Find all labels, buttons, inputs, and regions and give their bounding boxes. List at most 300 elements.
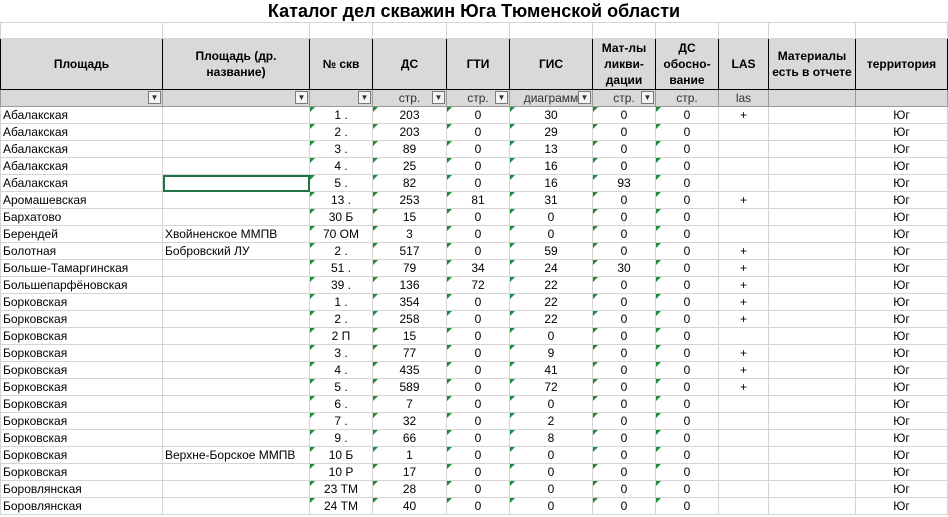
- cell-ds[interactable]: 66: [373, 430, 447, 447]
- cell-gis[interactable]: 0: [510, 481, 593, 498]
- cell-ds-obosnovanie[interactable]: 0: [656, 124, 719, 141]
- cell-gis[interactable]: 31: [510, 192, 593, 209]
- cell-mat-likvidacii[interactable]: 0: [593, 158, 656, 175]
- cell-ploshchad[interactable]: Борковская: [1, 379, 163, 396]
- cell-ploshchad-dr[interactable]: [163, 413, 310, 430]
- cell-territoriya[interactable]: Юг: [856, 345, 948, 362]
- cell-territoriya[interactable]: Юг: [856, 294, 948, 311]
- filter-cell-ploshchad[interactable]: [1, 90, 163, 107]
- cell-las[interactable]: [719, 158, 769, 175]
- cell-ploshchad[interactable]: Аромашевская: [1, 192, 163, 209]
- cell-materialy-v-otchete[interactable]: [769, 124, 856, 141]
- cell-ds-obosnovanie[interactable]: 0: [656, 209, 719, 226]
- cell-nomer-skv[interactable]: 51 .: [310, 260, 373, 277]
- cell-materialy-v-otchete[interactable]: [769, 141, 856, 158]
- cell-ds-obosnovanie[interactable]: 0: [656, 141, 719, 158]
- cell-ds-obosnovanie[interactable]: 0: [656, 498, 719, 515]
- cell-ds[interactable]: 435: [373, 362, 447, 379]
- cell-ploshchad[interactable]: Борковская: [1, 464, 163, 481]
- cell-las[interactable]: +: [719, 311, 769, 328]
- cell-ds[interactable]: 17: [373, 464, 447, 481]
- cell-ds-obosnovanie[interactable]: 0: [656, 447, 719, 464]
- cell-las[interactable]: +: [719, 362, 769, 379]
- cell-nomer-skv[interactable]: 1 .: [310, 107, 373, 124]
- cell-ds-obosnovanie[interactable]: 0: [656, 345, 719, 362]
- cell-ploshchad[interactable]: Борковская: [1, 362, 163, 379]
- cell-nomer-skv[interactable]: 3 .: [310, 141, 373, 158]
- cell-materialy-v-otchete[interactable]: [769, 209, 856, 226]
- cell-gti[interactable]: 0: [447, 396, 510, 413]
- cell-ds[interactable]: 28: [373, 481, 447, 498]
- cell-gti[interactable]: 72: [447, 277, 510, 294]
- cell-gis[interactable]: 24: [510, 260, 593, 277]
- cell-materialy-v-otchete[interactable]: [769, 175, 856, 192]
- filter-cell-nomer-skv[interactable]: [310, 90, 373, 107]
- cell-mat-likvidacii[interactable]: 0: [593, 362, 656, 379]
- cell-gti[interactable]: 0: [447, 124, 510, 141]
- cell-materialy-v-otchete[interactable]: [769, 243, 856, 260]
- cell-ds-obosnovanie[interactable]: 0: [656, 413, 719, 430]
- cell-ploshchad-dr[interactable]: [163, 260, 310, 277]
- cell-materialy-v-otchete[interactable]: [769, 107, 856, 124]
- header-nomer-skv[interactable]: № скв: [310, 39, 373, 90]
- cell-ds[interactable]: 7: [373, 396, 447, 413]
- cell-las[interactable]: +: [719, 277, 769, 294]
- table-row: [1, 379, 948, 396]
- cell-ploshchad-dr[interactable]: [163, 464, 310, 481]
- cell-territoriya[interactable]: Юг: [856, 447, 948, 464]
- cell-materialy-v-otchete[interactable]: [769, 362, 856, 379]
- cell-mat-likvidacii[interactable]: 0: [593, 192, 656, 209]
- cell-nomer-skv[interactable]: 24 ТМ: [310, 498, 373, 515]
- filter-cell-las[interactable]: las: [719, 90, 769, 107]
- cell-ploshchad[interactable]: Абалакская: [1, 158, 163, 175]
- cell-ds[interactable]: 79: [373, 260, 447, 277]
- cell-gis[interactable]: 22: [510, 277, 593, 294]
- cell-ploshchad-dr[interactable]: [163, 192, 310, 209]
- cell-mat-likvidacii[interactable]: 0: [593, 141, 656, 158]
- cell-ploshchad[interactable]: Боровлянская: [1, 481, 163, 498]
- cell-nomer-skv[interactable]: 23 ТМ: [310, 481, 373, 498]
- cell-ds-obosnovanie[interactable]: 0: [656, 158, 719, 175]
- cell-ds[interactable]: 136: [373, 277, 447, 294]
- cell-las[interactable]: +: [719, 192, 769, 209]
- cell-ploshchad[interactable]: Борковская: [1, 328, 163, 345]
- cell-territoriya[interactable]: Юг: [856, 158, 948, 175]
- cell-mat-likvidacii[interactable]: 0: [593, 464, 656, 481]
- cell-territoriya[interactable]: Юг: [856, 209, 948, 226]
- cell-las[interactable]: [719, 464, 769, 481]
- cell-ds[interactable]: 82: [373, 175, 447, 192]
- cell-las[interactable]: [719, 498, 769, 515]
- cell-gti[interactable]: 34: [447, 260, 510, 277]
- cell-las[interactable]: +: [719, 345, 769, 362]
- cell-mat-likvidacii[interactable]: 0: [593, 107, 656, 124]
- cell-territoriya[interactable]: Юг: [856, 379, 948, 396]
- cell-gis[interactable]: 0: [510, 209, 593, 226]
- cell-materialy-v-otchete[interactable]: [769, 396, 856, 413]
- cell-materialy-v-otchete[interactable]: [769, 158, 856, 175]
- cell-materialy-v-otchete[interactable]: [769, 311, 856, 328]
- header-ploshchad-dr[interactable]: Площадь (др. название): [163, 39, 310, 90]
- cell-mat-likvidacii[interactable]: 93: [593, 175, 656, 192]
- cell-gis[interactable]: 0: [510, 396, 593, 413]
- cell-ploshchad-dr[interactable]: [163, 294, 310, 311]
- cell-mat-likvidacii[interactable]: 0: [593, 447, 656, 464]
- cell-ds[interactable]: 89: [373, 141, 447, 158]
- cell-ds-obosnovanie[interactable]: 0: [656, 311, 719, 328]
- cell-ds-obosnovanie[interactable]: 0: [656, 430, 719, 447]
- cell-ds[interactable]: 77: [373, 345, 447, 362]
- cell-ds-obosnovanie[interactable]: 0: [656, 107, 719, 124]
- cell-gis[interactable]: 13: [510, 141, 593, 158]
- cell-gis[interactable]: 29: [510, 124, 593, 141]
- cell-las[interactable]: [719, 209, 769, 226]
- cell-ds-obosnovanie[interactable]: 0: [656, 260, 719, 277]
- cell-materialy-v-otchete[interactable]: [769, 260, 856, 277]
- cell-territoriya[interactable]: Юг: [856, 498, 948, 515]
- filter-dropdown-icon[interactable]: ▼: [295, 91, 308, 104]
- cell-territoriya[interactable]: Юг: [856, 243, 948, 260]
- cell-territoriya[interactable]: Юг: [856, 141, 948, 158]
- cell-las[interactable]: [719, 124, 769, 141]
- cell-materialy-v-otchete[interactable]: [769, 413, 856, 430]
- cell-ploshchad[interactable]: Бархатово: [1, 209, 163, 226]
- cell-mat-likvidacii[interactable]: 0: [593, 311, 656, 328]
- cell-gti[interactable]: 0: [447, 158, 510, 175]
- cell-nomer-skv[interactable]: 2 .: [310, 124, 373, 141]
- cell-las[interactable]: [719, 430, 769, 447]
- cell-territoriya[interactable]: Юг: [856, 107, 948, 124]
- cell-ds-obosnovanie[interactable]: 0: [656, 192, 719, 209]
- filter-cell-ds[interactable]: стр. ▼: [373, 90, 447, 107]
- cell-materialy-v-otchete[interactable]: [769, 328, 856, 345]
- filter-dropdown-icon[interactable]: ▼: [358, 91, 371, 104]
- cell-las[interactable]: [719, 175, 769, 192]
- cell-ds[interactable]: 3: [373, 226, 447, 243]
- cell-gis[interactable]: 16: [510, 158, 593, 175]
- cell-las[interactable]: [719, 226, 769, 243]
- cell-mat-likvidacii[interactable]: 0: [593, 294, 656, 311]
- cell-ds-obosnovanie[interactable]: 0: [656, 464, 719, 481]
- cell-gti[interactable]: 0: [447, 311, 510, 328]
- cell-materialy-v-otchete[interactable]: [769, 226, 856, 243]
- cell-ds[interactable]: 203: [373, 107, 447, 124]
- filter-cell-ds-obosnovanie[interactable]: стр.: [656, 90, 719, 107]
- cell-materialy-v-otchete[interactable]: [769, 345, 856, 362]
- cell-nomer-skv[interactable]: 39 .: [310, 277, 373, 294]
- cell-ploshchad-dr[interactable]: [163, 158, 310, 175]
- cell-ploshchad[interactable]: Абалакская: [1, 141, 163, 158]
- header-gis[interactable]: ГИС: [510, 39, 593, 90]
- cell-gti[interactable]: 0: [447, 141, 510, 158]
- cell-materialy-v-otchete[interactable]: [769, 379, 856, 396]
- cell-gti[interactable]: 0: [447, 107, 510, 124]
- cell-ploshchad-dr[interactable]: [163, 345, 310, 362]
- cell-ploshchad[interactable]: Борковская: [1, 396, 163, 413]
- cell-ploshchad-dr[interactable]: Хвойненское ММПВ: [163, 226, 310, 243]
- filter-dropdown-icon[interactable]: ▼: [495, 91, 508, 104]
- cell-gis[interactable]: 8: [510, 430, 593, 447]
- cell-territoriya[interactable]: Юг: [856, 328, 948, 345]
- cell-territoriya[interactable]: Юг: [856, 413, 948, 430]
- cell-ds[interactable]: 40: [373, 498, 447, 515]
- cell-ds[interactable]: 25: [373, 158, 447, 175]
- cell-ploshchad-dr[interactable]: [163, 328, 310, 345]
- cell-ds-obosnovanie[interactable]: 0: [656, 294, 719, 311]
- cell-mat-likvidacii[interactable]: 0: [593, 328, 656, 345]
- cell-territoriya[interactable]: Юг: [856, 481, 948, 498]
- table-row: [1, 107, 948, 124]
- cell-gti[interactable]: 0: [447, 243, 510, 260]
- cell-ploshchad-dr[interactable]: [163, 124, 310, 141]
- cell-ploshchad-dr[interactable]: [163, 396, 310, 413]
- cell-las[interactable]: [719, 481, 769, 498]
- cell-ds[interactable]: 354: [373, 294, 447, 311]
- cell-ploshchad-dr[interactable]: [163, 277, 310, 294]
- cell-nomer-skv[interactable]: 6 .: [310, 396, 373, 413]
- cell-ds[interactable]: 15: [373, 328, 447, 345]
- cell-mat-likvidacii[interactable]: 0: [593, 481, 656, 498]
- cell-mat-likvidacii[interactable]: 0: [593, 345, 656, 362]
- cell-mat-likvidacii[interactable]: 0: [593, 209, 656, 226]
- filter-dropdown-icon[interactable]: ▼: [148, 91, 161, 104]
- cell-ploshchad[interactable]: Борковская: [1, 430, 163, 447]
- cell-gti[interactable]: 0: [447, 345, 510, 362]
- cell-nomer-skv[interactable]: 5 .: [310, 379, 373, 396]
- cell-gti[interactable]: 0: [447, 413, 510, 430]
- cell-ploshchad-dr[interactable]: [163, 379, 310, 396]
- cell-mat-likvidacii[interactable]: 0: [593, 124, 656, 141]
- header-territoriya[interactable]: территория: [856, 39, 948, 90]
- cell-nomer-skv[interactable]: 70 ОМ: [310, 226, 373, 243]
- cell-gis[interactable]: 0: [510, 328, 593, 345]
- cell-ploshchad-dr[interactable]: [163, 107, 310, 124]
- cell-gti[interactable]: 0: [447, 226, 510, 243]
- cell-gti[interactable]: 0: [447, 209, 510, 226]
- cell-ploshchad-dr[interactable]: [163, 141, 310, 158]
- cell-gti[interactable]: 0: [447, 328, 510, 345]
- cell-gti[interactable]: 0: [447, 447, 510, 464]
- header-ploshchad[interactable]: Площадь: [1, 39, 163, 90]
- cell-materialy-v-otchete[interactable]: [769, 277, 856, 294]
- cell-gis[interactable]: 0: [510, 498, 593, 515]
- cell-ploshchad[interactable]: Больше-Тамаргинская: [1, 260, 163, 277]
- cell-nomer-skv[interactable]: 30 Б: [310, 209, 373, 226]
- cell-gti[interactable]: 0: [447, 481, 510, 498]
- cell-territoriya[interactable]: Юг: [856, 362, 948, 379]
- cell-mat-likvidacii[interactable]: 30: [593, 260, 656, 277]
- cell-territoriya[interactable]: Юг: [856, 226, 948, 243]
- cell-gis[interactable]: 22: [510, 311, 593, 328]
- cell-territoriya[interactable]: Юг: [856, 396, 948, 413]
- cell-materialy-v-otchete[interactable]: [769, 481, 856, 498]
- cell-territoriya[interactable]: Юг: [856, 124, 948, 141]
- cell-mat-likvidacii[interactable]: 0: [593, 430, 656, 447]
- cell-ploshchad[interactable]: Борковская: [1, 294, 163, 311]
- cell-territoriya[interactable]: Юг: [856, 175, 948, 192]
- cell-ploshchad[interactable]: Абалакская: [1, 124, 163, 141]
- cell-nomer-skv[interactable]: 3 .: [310, 345, 373, 362]
- cell-gis[interactable]: 41: [510, 362, 593, 379]
- cell-las[interactable]: [719, 413, 769, 430]
- cell-gis[interactable]: 0: [510, 447, 593, 464]
- cell-las[interactable]: +: [719, 243, 769, 260]
- cell-ploshchad[interactable]: Абалакская: [1, 175, 163, 192]
- cell-gis[interactable]: 0: [510, 226, 593, 243]
- cell-nomer-skv[interactable]: 4 .: [310, 158, 373, 175]
- cell-ploshchad[interactable]: Борковская: [1, 413, 163, 430]
- cell-territoriya[interactable]: Юг: [856, 311, 948, 328]
- cell-gti[interactable]: 81: [447, 192, 510, 209]
- cell-gti[interactable]: 0: [447, 294, 510, 311]
- cell-ds-obosnovanie[interactable]: 0: [656, 328, 719, 345]
- cell-las[interactable]: +: [719, 107, 769, 124]
- cell-nomer-skv[interactable]: 10 Б: [310, 447, 373, 464]
- cell-las[interactable]: [719, 141, 769, 158]
- cell-nomer-skv[interactable]: 2 .: [310, 243, 373, 260]
- cell-materialy-v-otchete[interactable]: [769, 294, 856, 311]
- cell-las[interactable]: [719, 447, 769, 464]
- cell-ds-obosnovanie[interactable]: 0: [656, 481, 719, 498]
- filter-cell-materialy-v-otchete[interactable]: [769, 90, 856, 107]
- cell-ploshchad[interactable]: Большепарфёновская: [1, 277, 163, 294]
- filter-cell-ploshchad-dr[interactable]: [163, 90, 310, 107]
- cell-nomer-skv[interactable]: 9 .: [310, 430, 373, 447]
- cell-gis[interactable]: 2: [510, 413, 593, 430]
- cell-ds-obosnovanie[interactable]: 0: [656, 226, 719, 243]
- cell-nomer-skv[interactable]: 4 .: [310, 362, 373, 379]
- table-row: [1, 209, 948, 226]
- cell-ploshchad[interactable]: Борковская: [1, 345, 163, 362]
- cell-gti[interactable]: 0: [447, 379, 510, 396]
- filter-dropdown-icon[interactable]: ▼: [641, 91, 654, 104]
- cell-gis[interactable]: 22: [510, 294, 593, 311]
- header-ds[interactable]: ДС: [373, 39, 447, 90]
- cell-materialy-v-otchete[interactable]: [769, 464, 856, 481]
- header-ds-obosnovanie[interactable]: ДС обосно-вание: [656, 39, 719, 90]
- cell-ds-obosnovanie[interactable]: 0: [656, 277, 719, 294]
- cell-gti[interactable]: 0: [447, 498, 510, 515]
- cell-las[interactable]: +: [719, 260, 769, 277]
- cell-ds[interactable]: 517: [373, 243, 447, 260]
- filter-cell-mat-likvidacii[interactable]: стр. ▼: [593, 90, 656, 107]
- cell-nomer-skv[interactable]: 2 .: [310, 311, 373, 328]
- cell-materialy-v-otchete[interactable]: [769, 192, 856, 209]
- cell-gis[interactable]: 9: [510, 345, 593, 362]
- cell-territoriya[interactable]: Юг: [856, 277, 948, 294]
- cell-ds[interactable]: 253: [373, 192, 447, 209]
- cell-materialy-v-otchete[interactable]: [769, 498, 856, 515]
- cell-gti[interactable]: 0: [447, 362, 510, 379]
- table-row: [1, 328, 948, 345]
- header-gti[interactable]: ГТИ: [447, 39, 510, 90]
- header-materialy-v-otchete[interactable]: Материалы есть в отчете: [769, 39, 856, 90]
- cell-materialy-v-otchete[interactable]: [769, 447, 856, 464]
- cell-territoriya[interactable]: Юг: [856, 430, 948, 447]
- cell-gti[interactable]: 0: [447, 430, 510, 447]
- header-las[interactable]: LAS: [719, 39, 769, 90]
- cell-ploshchad-dr[interactable]: [163, 498, 310, 515]
- cell-ds[interactable]: 1: [373, 447, 447, 464]
- cell-ds-obosnovanie[interactable]: 0: [656, 379, 719, 396]
- cell-ploshchad[interactable]: Боровлянская: [1, 498, 163, 515]
- cell-ploshchad[interactable]: Борковская: [1, 447, 163, 464]
- cell-mat-likvidacii[interactable]: 0: [593, 413, 656, 430]
- cell-las[interactable]: [719, 396, 769, 413]
- cell-ploshchad-dr[interactable]: [163, 430, 310, 447]
- cell-gis[interactable]: 59: [510, 243, 593, 260]
- cell-ds[interactable]: 15: [373, 209, 447, 226]
- cell-ds-obosnovanie[interactable]: 0: [656, 175, 719, 192]
- filter-cell-gis[interactable]: диаграмм ▼: [510, 90, 593, 107]
- cell-nomer-skv[interactable]: 10 Р: [310, 464, 373, 481]
- table-row: [1, 294, 948, 311]
- cell-ploshchad[interactable]: Борковская: [1, 311, 163, 328]
- cell-las[interactable]: +: [719, 294, 769, 311]
- cell-ds[interactable]: 32: [373, 413, 447, 430]
- header-mat-likvidacii[interactable]: Мат-лы ликви-дации: [593, 39, 656, 90]
- cell-ploshchad[interactable]: Абалакская: [1, 107, 163, 124]
- cell-ploshchad-dr[interactable]: [163, 362, 310, 379]
- header-row: [1, 39, 948, 90]
- cell-materialy-v-otchete[interactable]: [769, 430, 856, 447]
- cell-ds-obosnovanie[interactable]: 0: [656, 362, 719, 379]
- cell-mat-likvidacii[interactable]: 0: [593, 277, 656, 294]
- cell-gis[interactable]: 72: [510, 379, 593, 396]
- cell-nomer-skv[interactable]: 1 .: [310, 294, 373, 311]
- cell-gis[interactable]: 30: [510, 107, 593, 124]
- cell-gti[interactable]: 0: [447, 464, 510, 481]
- cell-ds-obosnovanie[interactable]: 0: [656, 243, 719, 260]
- cell-ploshchad-dr[interactable]: Верхне-Борское ММПВ: [163, 447, 310, 464]
- cell-las[interactable]: [719, 328, 769, 345]
- cell-ds[interactable]: 589: [373, 379, 447, 396]
- cell-ploshchad-dr[interactable]: Бобровский ЛУ: [163, 243, 310, 260]
- cell-ds[interactable]: 203: [373, 124, 447, 141]
- cell-ploshchad[interactable]: Берендей: [1, 226, 163, 243]
- cell-gti[interactable]: 0: [447, 175, 510, 192]
- cell-mat-likvidacii[interactable]: 0: [593, 396, 656, 413]
- filter-cell-territoriya[interactable]: [856, 90, 948, 107]
- cell-nomer-skv[interactable]: 2 П: [310, 328, 373, 345]
- cell-nomer-skv[interactable]: 5 .: [310, 175, 373, 192]
- cell-territoriya[interactable]: Юг: [856, 192, 948, 209]
- filter-cell-gti[interactable]: стр. ▼: [447, 90, 510, 107]
- cell-territoriya[interactable]: Юг: [856, 260, 948, 277]
- filter-dropdown-icon[interactable]: ▼: [578, 91, 591, 104]
- filter-dropdown-icon[interactable]: ▼: [432, 91, 445, 104]
- cell-territoriya[interactable]: Юг: [856, 464, 948, 481]
- cell-ds[interactable]: 258: [373, 311, 447, 328]
- sheet-title: Каталог дел скважин Юга Тюменской области: [267, 1, 681, 21]
- cell-ploshchad-dr[interactable]: [163, 209, 310, 226]
- cell-mat-likvidacii[interactable]: 0: [593, 379, 656, 396]
- cell-mat-likvidacii[interactable]: 0: [593, 226, 656, 243]
- cell-las[interactable]: +: [719, 379, 769, 396]
- cell-nomer-skv[interactable]: 13 .: [310, 192, 373, 209]
- cell-gis[interactable]: 16: [510, 175, 593, 192]
- cell-gis[interactable]: 0: [510, 464, 593, 481]
- cell-ploshchad[interactable]: Болотная: [1, 243, 163, 260]
- cell-ds-obosnovanie[interactable]: 0: [656, 396, 719, 413]
- cell-mat-likvidacii[interactable]: 0: [593, 498, 656, 515]
- cell-nomer-skv[interactable]: 7 .: [310, 413, 373, 430]
- cell-ploshchad-dr[interactable]: [163, 311, 310, 328]
- cell-mat-likvidacii[interactable]: 0: [593, 243, 656, 260]
- cell-ploshchad-dr[interactable]: [163, 481, 310, 498]
- cell-ploshchad-dr[interactable]: [163, 175, 310, 192]
